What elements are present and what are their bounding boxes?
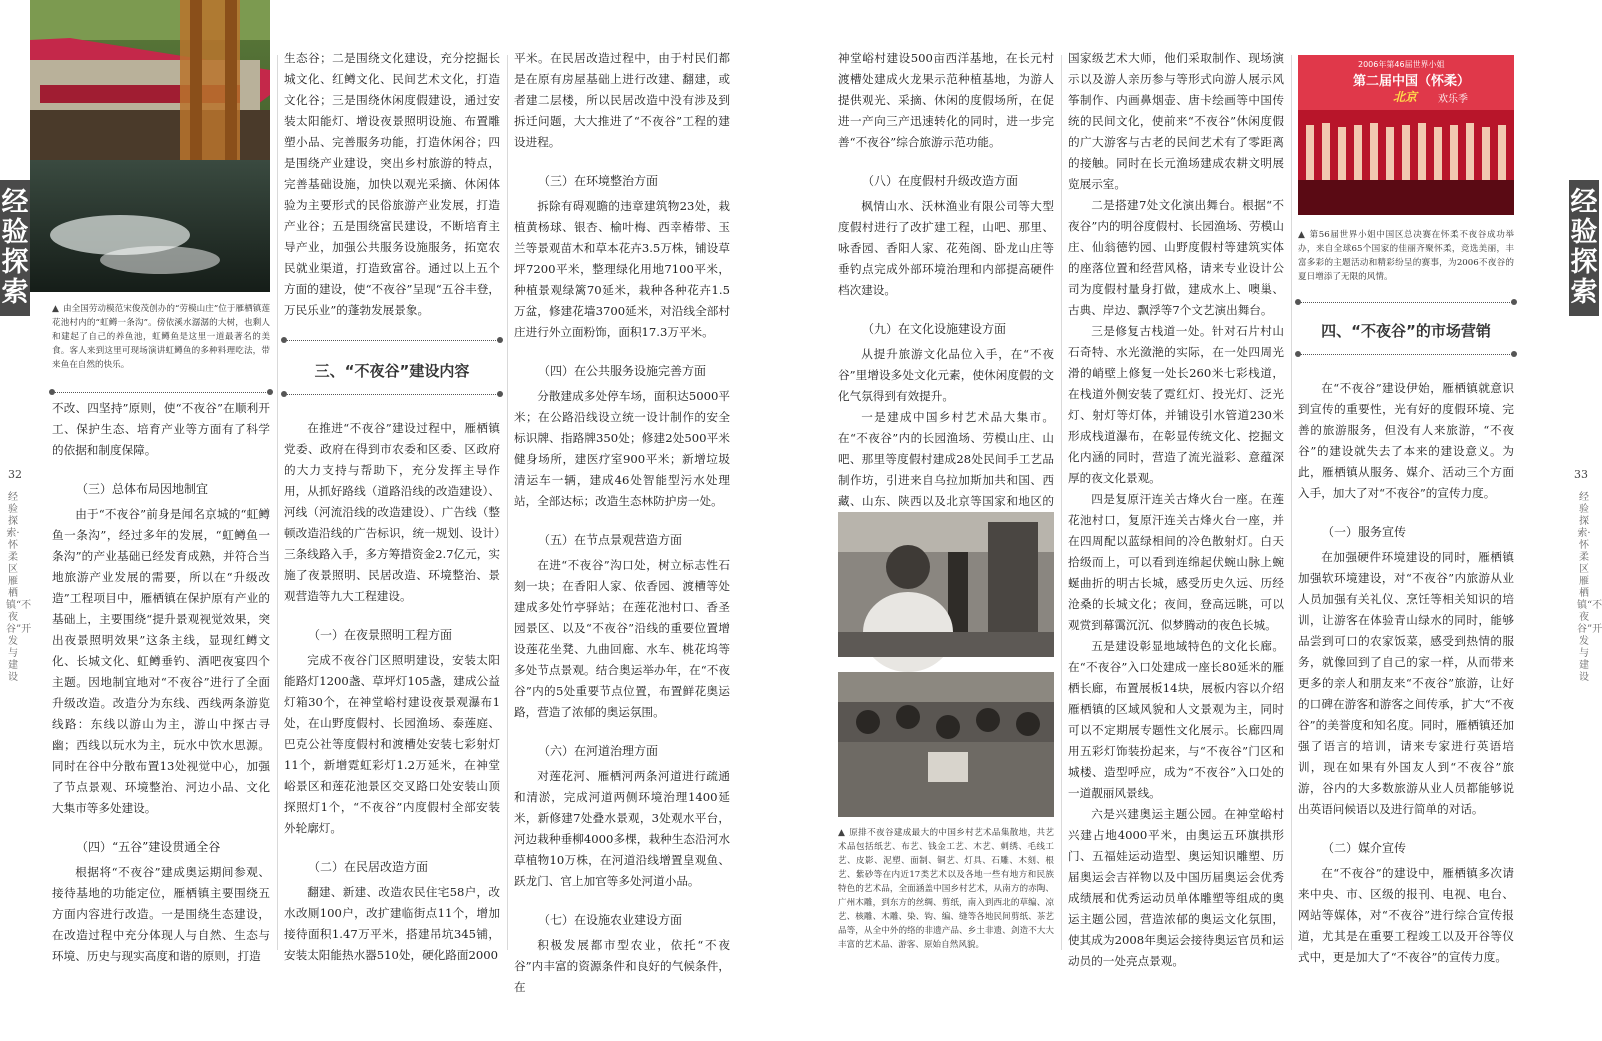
page-number-left: 32 — [8, 468, 22, 481]
photo2-caption — [1298, 228, 1514, 284]
caption-triangle-icon: ▲ — [52, 304, 59, 314]
column-divider — [1291, 55, 1292, 950]
banner-line-2: 第二届中国（怀柔） — [1353, 74, 1471, 89]
subheading: （七）在设施农业建设方面 — [538, 913, 683, 927]
paragraph: 拆除有碍观瞻的违章建筑物23处，栽植黄杨球、银杏、榆叶梅、西幸椿带、玉兰等景观苗木和草本花卉3.5万株，铺设草坪7200平米，整理绿化用地7100平米，种植景观绿篱70延米，栽种各种花卉1.5万盆，修建花墙3700延米，对沿线全部村庄进行外立面粉饰，面积17.3万平米。 — [514, 199, 730, 339]
divider-rule — [52, 392, 270, 393]
section-3-title: 三、“不夜谷”建设内容 — [314, 362, 470, 380]
subheading: （二）媒介宣传 — [1322, 841, 1407, 855]
photo-pageant-stage — [1298, 55, 1514, 215]
subheading: （二）在民居改造方面 — [308, 860, 429, 874]
subheading: （三）总体布局因地制宜 — [76, 482, 209, 496]
paragraph: 不改、四坚持”原则，使“不夜谷”在顺利开工、保护生态、培育产业等方面有了科学的依据和制度保障。 — [52, 401, 270, 457]
paragraph: 完成不夜谷门区照明建设，安装太阳能路灯1200盏、草坪灯105盏，建成公益灯箱30个，在神堂峪村建设夜景观瀑布1处，在山野度假村、长园渔场、泰莲庭、巴克公社等度假村和渡槽处安装七彩射灯11个，新增霓虹彩灯1.2万延米，在神堂峪景区和莲花池景区交叉路口处安装山顶探照灯1个，“不夜谷”内度假村全部安装外轮廓灯。 — [284, 653, 500, 835]
column-divider — [1061, 55, 1062, 950]
paragraph: 六是兴建奥运主题公园。在神堂峪村兴建占地4000平米，由奥运五环旗拱形门、五福娃运动造型、奥运知识雕塑、历届奥运会吉祥物以及中国历届奥运会优秀成绩展和优秀运动员单体雕塑等组成的奥运主题公园，营造浓郁的奥运文化氛围，使其成为2008年奥运会接待奥运官员和运动员的一处亮点景观。 — [1068, 807, 1284, 968]
column-2-lower — [284, 418, 500, 966]
side-tab-right: 经验探索 — [1569, 180, 1599, 316]
side-tab-left: 经验探索 — [0, 180, 30, 316]
subheading: （一）服务宣传 — [1322, 525, 1407, 539]
paragraph: 在“不夜谷”建设伊始，雁栖镇就意识到宣传的重要性，光有好的度假环境、完善的旅游服务，但没有人来旅游，“不夜谷”的建设就失去了本来的建设意义。为此，雁栖镇从服务、媒介、活动三个方面入手，加大了对“不夜谷”的宣传力度。 — [1298, 381, 1514, 500]
banner-logo: 北京 — [1393, 90, 1418, 104]
photo-artisan — [838, 512, 1054, 657]
photo-crowd-market — [838, 672, 1054, 817]
divider-rule — [1298, 354, 1514, 355]
section-4-title: 四、“不夜谷”的市场营销 — [1321, 322, 1491, 340]
photo1-caption — [52, 302, 270, 372]
column-4 — [838, 48, 1054, 533]
subheading: （一）在夜景照明工程方面 — [308, 628, 453, 642]
column-divider — [507, 55, 508, 950]
paragraph: 在推进“不夜谷”建设过程中，雁栖镇党委、政府在得到市农委和区委、区政府的大力支持与帮助下，充分发挥主导作用，从抓好路线（道路沿线的改造建设）、河线（河流沿线的改造建设）、广告线（整顿改造沿线的广告标识，统一规划、设计）三条线路入手，多方筹措资金2.7亿元，实施了夜景照明、民居改造、环境整治、景观营造等九大工程建设。 — [284, 421, 500, 603]
paragraph: 枫情山水、沃林渔业有限公司等大型度假村进行了改扩建工程，山吧、那里、咏香园、香阳人家、花苑阁、卧龙山庄等垂钓点完成外部环境治理和内部提高硬件档次建设。 — [838, 199, 1054, 297]
photo4-caption — [838, 826, 1054, 952]
column-3 — [514, 48, 730, 998]
paragraph: 由于“不夜谷”前身是闻名京城的“虹鳟鱼一条沟”，经过多年的发展，“虹鳟鱼一条沟”的产业基础已经发育成熟，并符合当地旅游产业发展的需要，所以在“升级改造”工程项目中，雁栖镇在保护原有产业的基础上，主要围绕“提升景观视觉效果，突出夜景照明效果”这条主线，显现红鳟文化、长城文化、虹鳟垂钓、酒吧夜宴四个主题。因地制宜地对“不夜谷”进行了全面升级改造。改造分为东线、西线两条游览线路：东线以游山为主，游山中探古寻幽；西线以玩水为主，玩水中饮水思源。同时在谷中分散布置13处视觉中心，加强了节点景观、环境整治、河边小品、文化大集市等多处建设。 — [52, 507, 270, 815]
caption-text: 原排不夜谷建成最大的中国乡村艺术品集散地，共艺术品包括纸艺、布艺、钱金工艺、木艺、刺绣、毛线工艺、皮影、泥塑、面制、铜艺、灯具、石雕、木刻、根艺、紫砂等在内近17类艺术以及各地一些有地方和民族特色的艺术品，全面涵盖中国乡村艺术，从南方的赤陶、广州木雕，到东方的丝绸、剪纸，南入到西北的草编、凉艺、核雕、木雕、染、钩、编、缝等各地民间剪纸、茶艺品等，从全中外的络的非遗产品、乡土非遗、剑造不大大丰富的艺术品、游客、原始自然风貌。 — [838, 828, 1054, 950]
running-head-right: 经验探索·怀柔区雁栖镇“不夜谷”开发与建设 — [1577, 492, 1602, 683]
paragraph: 从提升旅游文化品位入手，在“不夜谷”里增设多处文化元素，使休闲度假的文化气氛得到有效提升。 — [838, 347, 1054, 403]
banner-line-3: 欢乐季 — [1438, 94, 1468, 105]
paragraph: 平米。在民居改造过程中，由于村民们都是在原有房屋基础上进行改建、翻建，或者建二层楼，所以民居改造中没有涉及到拆迁问题，大大推进了“不夜谷”工程的建设进程。 — [514, 51, 730, 149]
paragraph: 在“不夜谷”的建设中，雁栖镇多次请来中央、市、区级的报刊、电视、电台、网站等媒体，对“不夜谷”进行综合宣传报道，尤其是在重要工程竣工以及开谷等仪式中，更是加大了“不夜谷”的宣传力度。 — [1298, 866, 1514, 964]
caption-text: 第56届世界小姐中国区总决赛在怀柔不夜谷成功举办，来自全球65个国家的佳丽齐聚怀柔，竞选美丽，丰富多彩的主题活动和精彩纷呈的赛事，为2006不夜谷的夏日增添了无限的风情。 — [1298, 230, 1515, 282]
paragraph: 分散建成多处停车场，面积达5000平米；在公路沿线设立统一设计制作的安全标识牌、指路牌350处；修建2处500平米健身场所，建医疗室900平米；新增垃圾清运车一辆，建成46处智能型污水处理站，全部达标；改造生态林防护房一处。 — [514, 389, 730, 508]
subheading: （四）在公共服务设施完善方面 — [538, 364, 707, 378]
paragraph: 翻建、新建、改造农民住宅58户，改水改厕100户，改扩建临街点11个，增加接待面积1.47万平米，搭建吊坑345铺，安装太阳能热水器510处，硬化路面2000 — [284, 885, 500, 962]
column-2 — [284, 48, 500, 321]
running-head-left: 经验探索·怀柔区雁栖镇“不夜谷”开发与建设 — [6, 492, 32, 683]
caption-triangle-icon: ▲ — [838, 828, 846, 838]
subheading: （五）在节点景观营造方面 — [538, 533, 683, 547]
paragraph: 神堂峪村建设500亩西洋基地，在长元村渡槽处建成火龙果示范种植基地，为游人提供观光、采摘、休闲的度假场所，在促进一产向三产迅速转化的同时，进一步完善“不夜谷”综合旅游示范功能。 — [838, 51, 1054, 149]
subheading: （四）“五谷”建设贯通全谷 — [76, 840, 221, 854]
paragraph: 生态谷；二是围绕文化建设，充分挖掘长城文化、红鳟文化、民间艺术文化，打造文化谷；三是围绕休闲度假建设，通过安装太阳能灯、增设夜景照明设施、布置雕塑小品、完善服务功能，打造休闲谷；四是围绕产业建设，突出乡村旅游的特点，完善基础设施，加快以观光采摘、休闲体验为主要形式的民俗旅游产业发展，打造产业谷；五是围绕富民建设，不断培育主导产业，加强公共服务设施服务，拓宽农民就业渠道，打造致富谷。通过以上五个方面的建设，使“不夜谷”呈现“五谷丰登，万民乐业”的蓬勃发展景象。 — [284, 51, 500, 317]
paragraph: 三是修复古栈道一处。针对石片村山石奇特、水光潋滟的实际，在一处四周光滑的峭壁上修复一处长260米七彩栈道，在栈道外侧安装了霓红灯、投光灯、泛光灯、射灯等灯体，并铺设引水管道230米形成栈道瀑布，在彰显传统文化、挖掘文化内涵的同时，营造了流光溢彩、意蕴深厚的夜文化景观。 — [1068, 324, 1284, 485]
paragraph: 在进“不夜谷”沟口处，树立标志性石刻一块；在香阳人家、依香园、渡槽等处建成多处竹亭驿站；在莲花池村口、香圣园景区、以及“不夜谷”沿线的重要位置增设莲花坐凳、九曲回廊、水车、桃花坞等多处节点景观。结合奥运举办年，在“不夜谷”内的5处重要节点位置，布置鲜花奥运路，营造了浓郁的奥运氛围。 — [514, 558, 730, 719]
paragraph: 五是建设彰显地域特色的文化长廊。在“不夜谷”入口处建成一座长80延米的雁栖长廊，布置展板14块，展板内容以介绍雁栖镇的区域风貌和人文景观为主，同时可以不定期展专题性文化展示。长廊四周用五彩灯饰装扮起来，与“不夜谷”门区和城楼、造型呼应，成为“不夜谷”入口处的一道靓丽风景线。 — [1068, 639, 1284, 800]
divider-rule — [284, 340, 500, 341]
subheading: （三）在环境整治方面 — [538, 174, 659, 188]
column-5 — [1068, 48, 1284, 972]
paragraph: 积极发展都市型农业，依托“不夜谷”内丰富的资源条件和良好的气候条件，在 — [514, 938, 730, 994]
column-divider — [277, 55, 278, 950]
subheading: （六）在河道治理方面 — [538, 744, 659, 758]
subheading: （九）在文化设施建设方面 — [862, 322, 1007, 336]
column-6 — [1298, 378, 1514, 968]
paragraph: 根据将“不夜谷”建成奥运期间参观、接待基地的功能定位，雁栖镇主要围绕五方面内容进行改造。一是围绕生态建设，在改造过程中充分体现人与自然、生态与环境、历史与现实高度和谐的原则，打造 — [52, 865, 270, 963]
page-number-right: 33 — [1574, 468, 1588, 481]
subheading: （八）在度假村升级改造方面 — [862, 174, 1019, 188]
paragraph: 国家级艺术大师，他们采取制作、现场演示以及游人亲历参与等形式向游人展示风筝制作、内画鼻烟壶、唐卡绘画等中国传统的民间文化，使前来“不夜谷”休闲度假的广大游客与古老的民间艺术有了零距离的接触。同时在长元渔场建成农耕文明展览展示室。 — [1068, 51, 1284, 191]
banner-line-1: 2006年第46届世界小姐 — [1358, 60, 1445, 69]
paragraph: 二是搭建7处文化演出舞台。根据“不夜谷”内的明谷度假村、长园渔场、劳模山庄、仙翁德钓园、山野度假村等建筑实体的座落位置和经营风格，请来专业设计公司为度假村量身打做，建成水上、噢巢、古典、岸边、飘浮等7个文艺演出舞台。 — [1068, 198, 1284, 317]
paragraph: 在加强硬件环境建设的同时，雁栖镇加强软环境建设，对“不夜谷”内旅游从业人员加强有关礼仪、烹饪等相关知识的培训，让游客在体验青山绿水的同时，能够品尝到可口的农家饭菜，感受到热情的服务，就像回到了自己的家一样，从而带来更多的亲人和朋友来“不夜谷”旅游，让好的口碑在游客和游客之间传承，扩大“不夜谷”的美誉度和知名度。同时，雁栖镇还加强了语言的培训，请来专家进行英语培训，现在如果有外国友人到“不夜谷”旅游，谷内的大多数旅游从业人员都能够说出英语问候语以及进行简单的对话。 — [1298, 550, 1514, 816]
paragraph: 四是复原汗连关古烽火台一座。在莲花池村口，复原汗连关古烽火台一座，并在四周配以蓝绿相间的冷色散射灯。白天拾级而上，可以看到连绵起伏蜿山脉上蜿蜒曲折的明古长城，感受历史久远、历经沧桑的长城文化；夜间，登高远眺，可以观赏到幕霭沉沉、似梦腾动的夜色长城。 — [1068, 492, 1284, 632]
column-1 — [52, 398, 270, 967]
paragraph: 一是建成中国乡村艺术品大集市。在“不夜谷”内的长园渔场、劳模山庄、山吧、那里等度假村建成28处民间手工艺品制作坊，引进来自乌拉加斯加共和国、西藏、山东、陕西以及北京等国家和地区的 — [838, 410, 1054, 508]
caption-triangle-icon: ▲ — [1298, 230, 1306, 240]
divider-rule — [284, 394, 500, 395]
caption-text: 由全国劳动模范宋俊茂创办的“劳模山庄”位于雁栖镇莲花池村内的“虹鳟一条沟”。傍依溪水潺潺的大树，也剩人和建起了自己的养鱼池，虹鳟鱼是这里一道最著名的美食。客人来到这里可现场演讲虹鳟鱼的多种料理吃法，带来鱼在自然的快乐。 — [52, 304, 270, 370]
divider-rule — [1298, 302, 1514, 303]
paragraph: 对莲花河、雁栖河两条河道进行疏通和清淤，完成河道两侧环境治理1400延米，新修建7处叠水景观，3处观水平台，河边栽种垂柳4000多棵，栽种生态沿河水草植物10万株，在河道沿线增置皇观鱼、跃龙门、官上加官等多处河道小品。 — [514, 769, 730, 888]
photo-fish-pond-restaurant — [30, 0, 270, 292]
